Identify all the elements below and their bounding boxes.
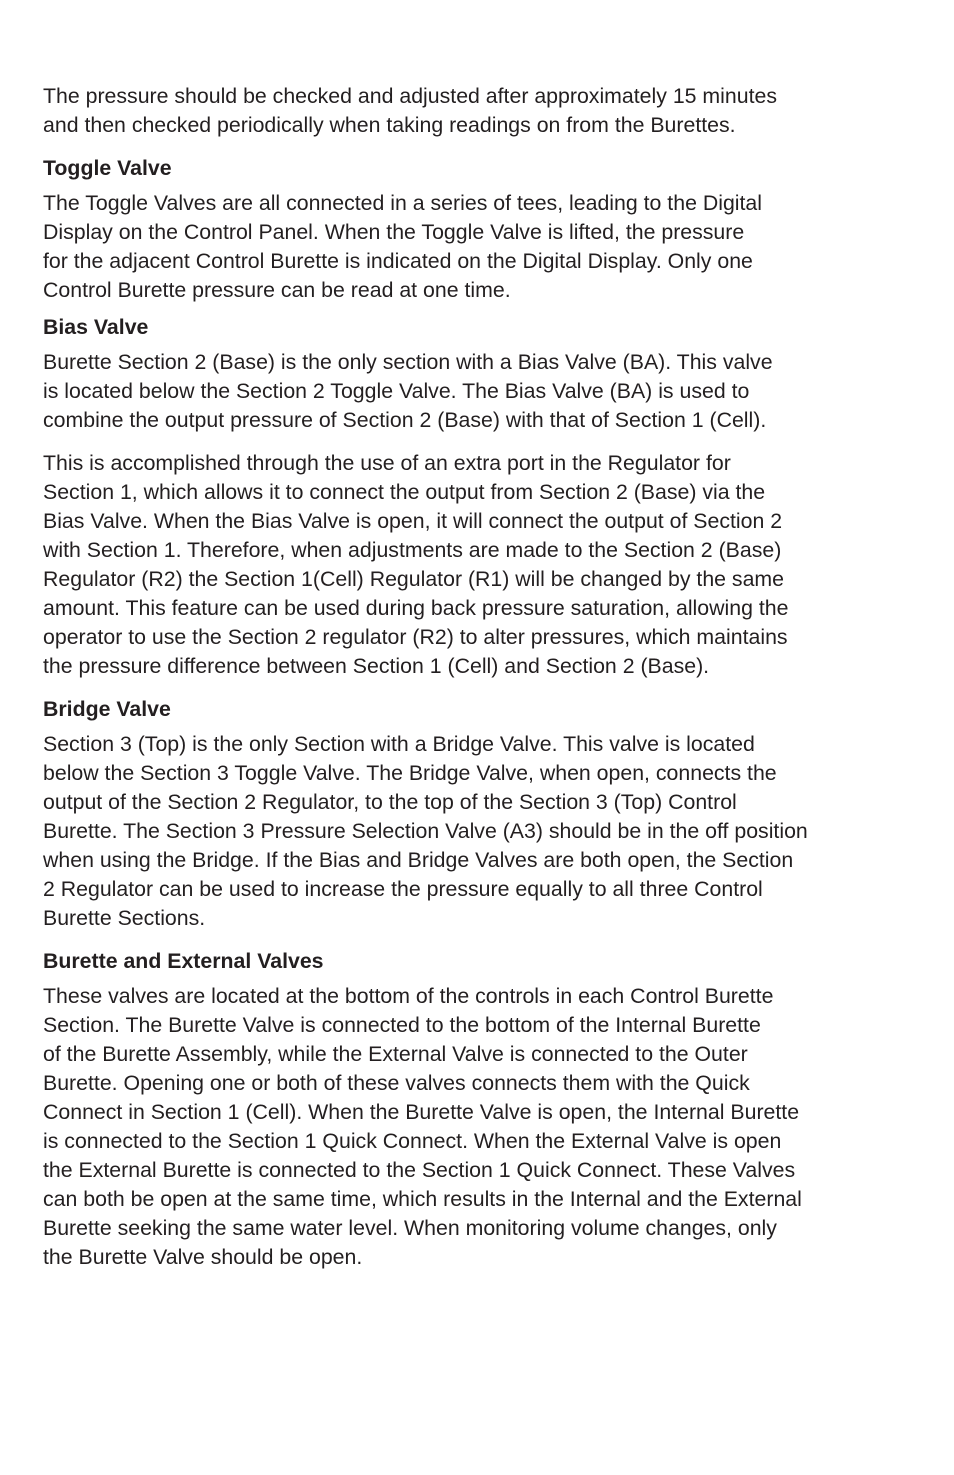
burette-external-valves-paragraph: These valves are located at the bottom of the controls in each Control Burette Section. The Burette Valve is connected to the bottom of the Internal Burette of the Burette Assembly, while the External Valve is connected to the Outer Burette. Opening one or both of these valves connects them with the Quick Connect in Section 1 (Cell). When the Burette Valve is open, the Internal Burette is connected to the Section 1 Quick Connect. When the External Valve is open the External Burette is connected to the Section 1 Quick Connect. These Valves can both be open at the same time, which results in the Internal and the External Burette seeking the same water level. When monitoring volume changes, only the Burette Valve should be open. (43, 984, 802, 1269)
bias-valve-heading: Bias Valve (43, 315, 149, 339)
bridge-valve-heading: Bridge Valve (43, 697, 171, 721)
intro-paragraph: The pressure should be checked and adjusted after approximately 15 minutes and then checked periodically when taking readings on from the Burettes. (43, 84, 777, 137)
toggle-valve-heading: Toggle Valve (43, 156, 172, 180)
document-page (43, 82, 915, 1272)
bias-valve-paragraph-1: Burette Section 2 (Base) is the only section with a Bias Valve (BA). This valve is located below the Section 2 Toggle Valve. The Bias Valve (BA) is used to combine the output pressure of Section 2 (Base) with that of Section 1 (Cell). (43, 350, 773, 432)
bias-valve-paragraph-2: This is accomplished through the use of an extra port in the Regulator for Section 1, which allows it to connect the output from Section 2 (Base) via the Bias Valve. When the Bias Valve is open, it will connect the output of Section 2 with Section 1. Therefore, when adjustments are made to the Section 2 (Base) Regulator (R2) the Section 1(Cell) Regulator (R1) will be changed by the same amount. This feature can be used during back pressure saturation, allowing the operator to use the Section 2 regulator (R2) to alter pressures, which maintains the pressure difference between Section 1 (Cell) and Section 2 (Base). (43, 451, 789, 678)
toggle-valve-paragraph: The Toggle Valves are all connected in a series of tees, leading to the Digital Display on the Control Panel. When the Toggle Valve is lifted, the pressure for the adjacent Control Burette is indicated on the Digital Display. Only one Control Burette pressure can be read at one time. (43, 191, 763, 302)
burette-external-valves-heading: Burette and External Valves (43, 949, 324, 973)
bridge-valve-paragraph: Section 3 (Top) is the only Section with a Bridge Valve. This valve is located below the Section 3 Toggle Valve. The Bridge Valve, when open, connects the output of the Section 2 Regulator, to the top of the Section 3 (Top) Control Burette. The Section 3 Pressure Selection Valve (A3) should be in the off position when using the Bridge. If the Bias and Bridge Valves are both open, the Section 2 Regulator can be used to increase the pressure equally to all three Control Burette Sections. (43, 732, 808, 930)
